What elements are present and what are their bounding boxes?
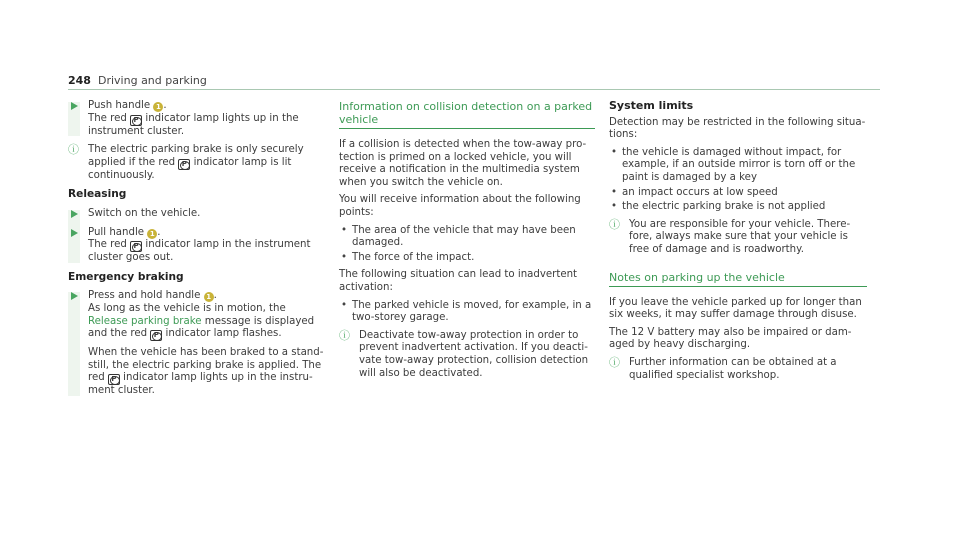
- note-responsible: ⓘ You are responsible for your vehicle. There-fore, always make sure that your vehicle is free of damage and is roadworthy.: [609, 217, 851, 255]
- info-icon: ⓘ: [609, 355, 620, 369]
- system-limits-heading: System limits: [609, 99, 694, 112]
- step-switch-on: Switch on the vehicle.: [68, 208, 326, 221]
- emergency-braking-heading: Emergency braking: [68, 270, 184, 283]
- list-item: • an impact occurs at low speed: [609, 187, 867, 200]
- parking-brake-icon: [130, 241, 142, 252]
- paragraph: The following situation can lead to inadvertent activation:: [339, 269, 578, 293]
- note-specialist: ⓘ Further information can be obtained at a qualified specialist workshop.: [609, 355, 837, 381]
- parking-brake-icon: [178, 159, 190, 170]
- paragraph: If you leave the vehicle parked up for longer than six weeks, it may suffer damage through disuse.: [609, 296, 862, 321]
- paragraph: You will receive information about the following points:: [339, 194, 581, 218]
- activation-list: [339, 300, 595, 325]
- step-pull-handle: Pull handle 1 . The red P indicator lamp in the instrument cluster goes out.: [68, 227, 326, 265]
- column-right: [609, 100, 867, 388]
- column-middle: [339, 100, 595, 386]
- note-deactivate: ⓘ Deactivate tow-away protection in order to prevent inadvertent activation. If you deacti-vate tow-away protection, collision detection will also be deactivated.: [339, 328, 589, 379]
- collision-detection-heading: Information on collision detection on a parked vehicle: [339, 100, 595, 129]
- page-header: [68, 74, 880, 90]
- list-item: • The area of the vehicle that may have been damaged.: [339, 225, 595, 250]
- info-icon: ⓘ: [339, 328, 350, 342]
- parking-up-heading: Notes on parking up the vehicle: [609, 271, 867, 287]
- step-arrow-icon: [71, 102, 78, 110]
- paragraph: If a collision is detected when the tow-away pro-tection is primed on a locked vehicle, you will receive a notification in the multimedia system when you switch the vehicle on.: [339, 139, 587, 188]
- page-number: 248: [68, 74, 91, 87]
- parking-brake-icon: [108, 374, 120, 385]
- display-message-text: Release parking brake: [88, 315, 202, 327]
- limits-list: [609, 147, 867, 214]
- paragraph: The 12 V battery may also be impaired or dam-aged by heavy discharging.: [609, 326, 852, 351]
- column-left: [68, 100, 326, 404]
- list-item: • The parked vehicle is moved, for example, in a two-storey garage.: [339, 300, 595, 325]
- step-arrow-icon: [71, 292, 78, 300]
- step-arrow-icon: [71, 229, 78, 237]
- emergency-steps: [68, 290, 326, 398]
- info-points-list: [339, 225, 595, 265]
- step-push-handle: Push handle 1 . The red P indicator lamp lights up in the instrument cluster.: [68, 100, 326, 138]
- list-item: • the electric parking brake is not applied: [609, 201, 867, 214]
- step-press-hold: Press and hold handle 1 . As long as the vehicle is in motion, the Release parking brake message is displayed and the red P indicator lamp flashes.: [68, 290, 326, 341]
- list-item: • The force of the impact.: [339, 252, 595, 265]
- note-electric-brake: ⓘ The electric parking brake is only securely applied if the red P indicator lamp is lit continuously.: [68, 144, 326, 182]
- list-item: • the vehicle is damaged without impact, for example, if an outside mirror is torn off or the paint is damaged by a key: [609, 147, 867, 185]
- chapter-title: Driving and parking: [98, 74, 207, 87]
- step-arrow-icon: [71, 210, 78, 218]
- paragraph: Detection may be restricted in the following situa-tions:: [609, 116, 866, 141]
- callout-badge: 1: [204, 292, 214, 302]
- release-steps: [68, 208, 326, 265]
- parking-brake-icon: [130, 115, 142, 126]
- apply-steps: [68, 100, 326, 138]
- callout-badge: 1: [153, 102, 163, 112]
- info-icon: ⓘ: [609, 217, 620, 231]
- releasing-heading: Releasing: [68, 188, 127, 201]
- callout-badge: 1: [147, 229, 157, 239]
- when-braked-paragraph: When the vehicle has been braked to a stand-still, the electric parking brake is applied. The red P indicator lamp lights up in the instru-ment cluster.: [68, 347, 326, 398]
- info-icon: ⓘ: [68, 143, 79, 157]
- parking-brake-icon: [150, 330, 162, 341]
